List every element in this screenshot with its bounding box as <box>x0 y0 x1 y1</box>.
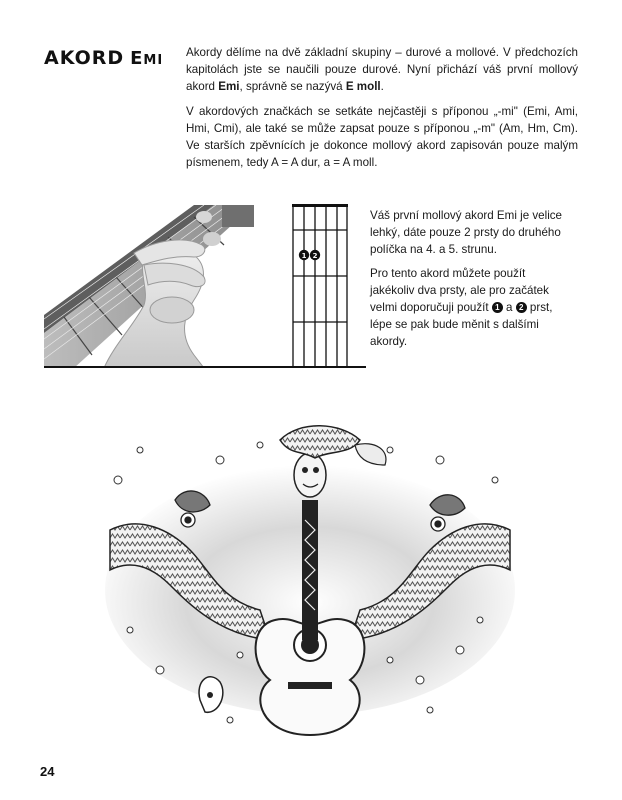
page-number: 24 <box>40 764 55 779</box>
chord-name-e-moll: E moll <box>345 80 381 93</box>
intro-paragraph-1 <box>186 44 578 95</box>
finger-number-1: 1 <box>492 302 503 313</box>
hand-on-guitar-photo <box>44 205 254 368</box>
text-run: . <box>380 80 384 93</box>
text-run: Akordy dělíme na dvě základní skupiny – durové a mollové. V předchozích kapitolách jste se naučili pouze durové. Nyní přichází váš první mollový akord <box>186 46 578 93</box>
finger-label-1: 1 <box>301 252 307 260</box>
divider-line <box>44 366 366 368</box>
page-title <box>44 47 163 69</box>
emi-chord-diagram <box>290 204 350 366</box>
chord-name-emi: Emi <box>218 80 240 93</box>
text-run: , správně se nazývá <box>239 80 346 93</box>
side-paragraph-2 <box>370 265 570 350</box>
text-run: prst, lépe se pak bude měnit s dalšími akordy. <box>370 301 553 348</box>
text-run: a <box>502 301 516 314</box>
text-run: Pro tento akord můžete použít jakékoliv dva prsty, ale pro začátek velmi doporučuji použít <box>370 267 549 314</box>
intro-paragraph-2: V akordových značkách se setkáte nejčastěji s příponou „-mi" (Emi, Ami, Hmi, Cmi), ale také se může zapsat pouze s příponou „-m" (Am, Hm, Cm). Ve starších zpěvnících je dokonce mollový akord zapisován pouze malým písmenem, tedy A = A dur, a = A moll. <box>186 105 578 169</box>
title-word: AKORD <box>44 47 125 69</box>
side-paragraph-1: Váš první mollový akord Emi je velice lehký, dáte pouze 2 prsty do druhého políčka na 4. a 5. strunu. <box>370 209 563 256</box>
guitar-character-illustration <box>100 420 520 740</box>
finger-number-2: 2 <box>516 302 527 313</box>
title-chord: Emi <box>130 48 164 69</box>
finger-label-2: 2 <box>312 252 318 260</box>
